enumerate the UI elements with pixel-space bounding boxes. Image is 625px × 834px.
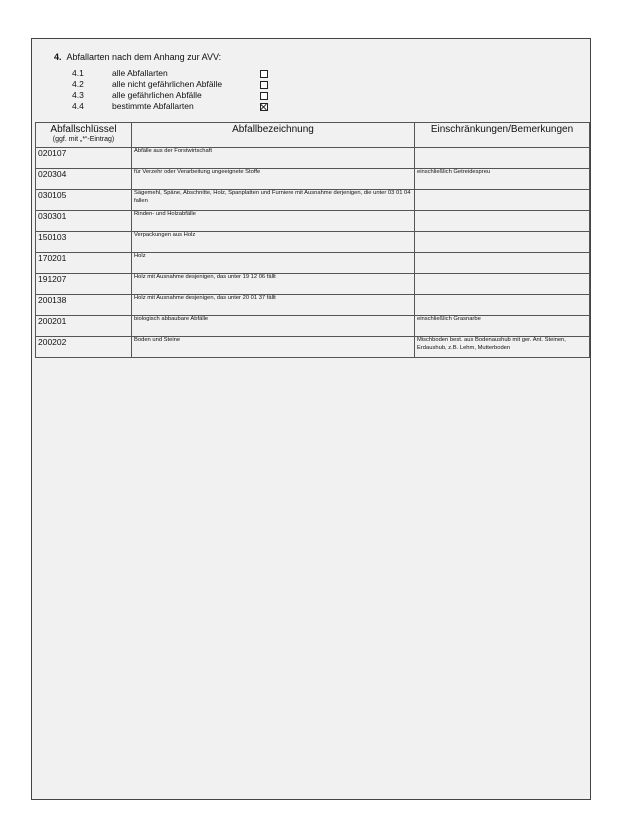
cell-notes [415, 232, 590, 253]
cell-notes [415, 190, 590, 211]
cell-description: Holz mit Ausnahme desjenigen, das unter 20 01 37 fällt [132, 295, 415, 316]
cell-code: 020107 [36, 148, 132, 169]
option-row [72, 90, 272, 101]
cell-notes: einschließlich Grasnarbe [415, 316, 590, 337]
cell-notes: Mischboden best. aus Bodenaushub mit ger. Ant. Steinen, Erdaushub, z.B. Lehm, Mutterboden [415, 337, 590, 358]
table-row [36, 169, 590, 190]
option-row [72, 101, 272, 112]
cell-description: biologisch abbaubare Abfälle [132, 316, 415, 337]
cell-code: 150103 [36, 232, 132, 253]
cell-description: Holz [132, 253, 415, 274]
waste-codes-table [35, 122, 590, 358]
option-row [72, 68, 272, 79]
table-row [36, 190, 590, 211]
option-checkbox[interactable] [260, 92, 268, 100]
cell-description: für Verzehr oder Verarbeitung ungeeignete Stoffe [132, 169, 415, 190]
cell-description: Holz mit Ausnahme desjenigen, das unter 19 12 06 fällt [132, 274, 415, 295]
cell-notes [415, 295, 590, 316]
header-description-label: Abfallbezeichnung [232, 124, 314, 135]
cell-code: 170201 [36, 253, 132, 274]
cell-code: 200138 [36, 295, 132, 316]
cell-code: 030301 [36, 211, 132, 232]
section-number: 4. [54, 52, 62, 62]
table-row [36, 295, 590, 316]
cell-code: 200201 [36, 316, 132, 337]
waste-type-options [72, 68, 272, 112]
table-row [36, 316, 590, 337]
option-row [72, 79, 272, 90]
option-label: alle Abfallarten [112, 68, 168, 78]
cell-notes: einschließlich Getreidespreu [415, 169, 590, 190]
header-code-label: Abfallschlüssel [50, 124, 117, 135]
table-row [36, 232, 590, 253]
option-label: bestimmte Abfallarten [112, 101, 194, 111]
option-label: alle nicht gefährlichen Abfälle [112, 79, 223, 89]
option-checkbox[interactable] [260, 103, 268, 111]
option-number: 4.1 [72, 68, 84, 78]
option-number: 4.4 [72, 101, 84, 111]
option-checkbox[interactable] [260, 81, 268, 89]
cell-notes [415, 211, 590, 232]
header-notes-label: Einschränkungen/Bemerkungen [430, 124, 574, 135]
section-heading [54, 52, 221, 62]
table-header-row [36, 123, 590, 148]
cell-notes [415, 253, 590, 274]
cell-description: Rinden- und Holzabfälle [132, 211, 415, 232]
table-row [36, 148, 590, 169]
form-page [31, 38, 591, 800]
option-checkbox[interactable] [260, 70, 268, 78]
header-description [132, 123, 415, 148]
cell-description: Verpackungen aus Holz [132, 232, 415, 253]
option-number: 4.2 [72, 79, 84, 89]
cell-notes [415, 148, 590, 169]
header-code [36, 123, 132, 148]
table-row [36, 337, 590, 358]
cell-description: Abfälle aus der Forstwirtschaft [132, 148, 415, 169]
header-notes [415, 123, 590, 148]
cell-description: Boden und Steine [132, 337, 415, 358]
section-title: Abfallarten nach dem Anhang zur AVV: [66, 52, 222, 62]
table-row [36, 253, 590, 274]
option-number: 4.3 [72, 90, 84, 100]
option-label: alle gefährlichen Abfälle [112, 90, 202, 100]
cell-code: 191207 [36, 274, 132, 295]
cell-code: 030105 [36, 190, 132, 211]
table-row [36, 211, 590, 232]
cell-notes [415, 274, 590, 295]
cell-code: 020304 [36, 169, 132, 190]
table-row [36, 274, 590, 295]
header-code-sublabel: (ggf. mit „*“-Eintrag) [52, 136, 115, 143]
cell-description: Sägemehl, Späne, Abschnitte, Holz, Spanplatten und Furniere mit Ausnahme derjenigen, die unter 03 01 04 fallen [132, 190, 415, 211]
cell-code: 200202 [36, 337, 132, 358]
